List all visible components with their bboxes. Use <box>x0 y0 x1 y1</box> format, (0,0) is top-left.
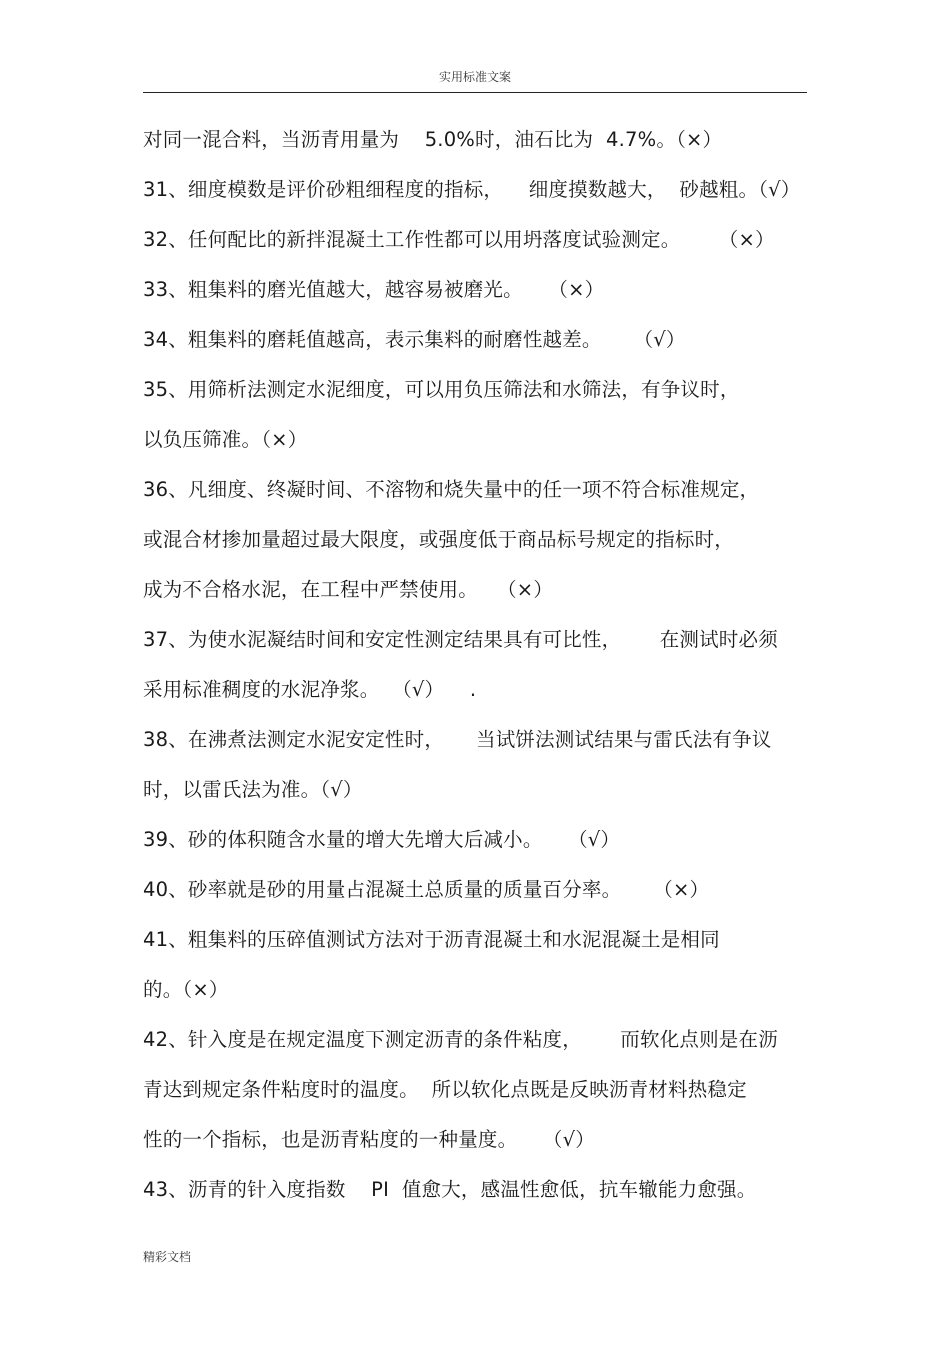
text-line: 或混合材掺加量超过最大限度，或强度低于商品标号规定的指标时， <box>143 528 735 551</box>
text-line: 31、细度模数是评价砂粗细程度的指标， 细度摸数越大， 砂越粗。（√） <box>143 178 801 201</box>
text-line: 采用标准稠度的水泥净浆。 （√） . <box>143 678 477 701</box>
document-body <box>143 124 823 1224</box>
text-line: 以负压筛准。（×） <box>143 428 308 451</box>
text-line: 的。（×） <box>143 978 229 1001</box>
text-line: 40、砂率就是砂的用量占混凝土总质量的质量百分率。 （×） <box>143 878 710 901</box>
text-line: 时，以雷氏法为准。（√） <box>143 778 363 801</box>
text-line: 青达到规定条件粘度时的温度。 所以软化点既是反映沥青材料热稳定 <box>143 1078 747 1101</box>
text-line: 42、针入度是在规定温度下测定沥青的条件粘度， 而软化点则是在沥 <box>143 1028 778 1051</box>
text-line: 35、用筛析法测定水泥细度，可以用负压筛法和水筛法，有争议时， <box>143 378 740 401</box>
text-line: 43、沥青的针入度指数 PI 值愈大，感温性愈低，抗车辙能力愈强。 <box>143 1178 757 1201</box>
text-line: 39、砂的体积随含水量的增大先增大后减小。 （√） <box>143 828 621 851</box>
text-line: 41、粗集料的压碎值测试方法对于沥青混凝土和水泥混凝土是相同 <box>143 928 720 951</box>
text-line: 37、为使水泥凝结时间和安定性测定结果具有可比性， 在测试时必须 <box>143 628 778 651</box>
text-line: 成为不合格水泥，在工程中严禁使用。 （×） <box>143 578 554 601</box>
page-footer: 精彩文档 <box>143 1250 192 1264</box>
text-line: 性的一个指标，也是沥青粘度的一种量度。 （√） <box>143 1128 595 1151</box>
text-line: 38、在沸煮法测定水泥安定性时， 当试饼法测试结果与雷氏法有争议 <box>143 728 772 751</box>
header-title: 实用标准文案 <box>438 70 511 84</box>
text-line: 33、粗集料的磨光值越大，越容易被磨光。 （×） <box>143 278 605 301</box>
text-line: 36、凡细度、终凝时间、不溶物和烧失量中的任一项不符合标准规定， <box>143 478 760 501</box>
text-line: 32、任何配比的新拌混凝土工作性都可以用坍落度试验测定。 （×） <box>143 228 775 251</box>
page-header <box>143 62 807 93</box>
text-line: 对同一混合料，当沥青用量为 5.0%时，油石比为 4.7%。（×） <box>143 128 723 151</box>
text-line: 34、粗集料的磨耗值越高，表示集料的耐磨性越差。 （√） <box>143 328 686 351</box>
